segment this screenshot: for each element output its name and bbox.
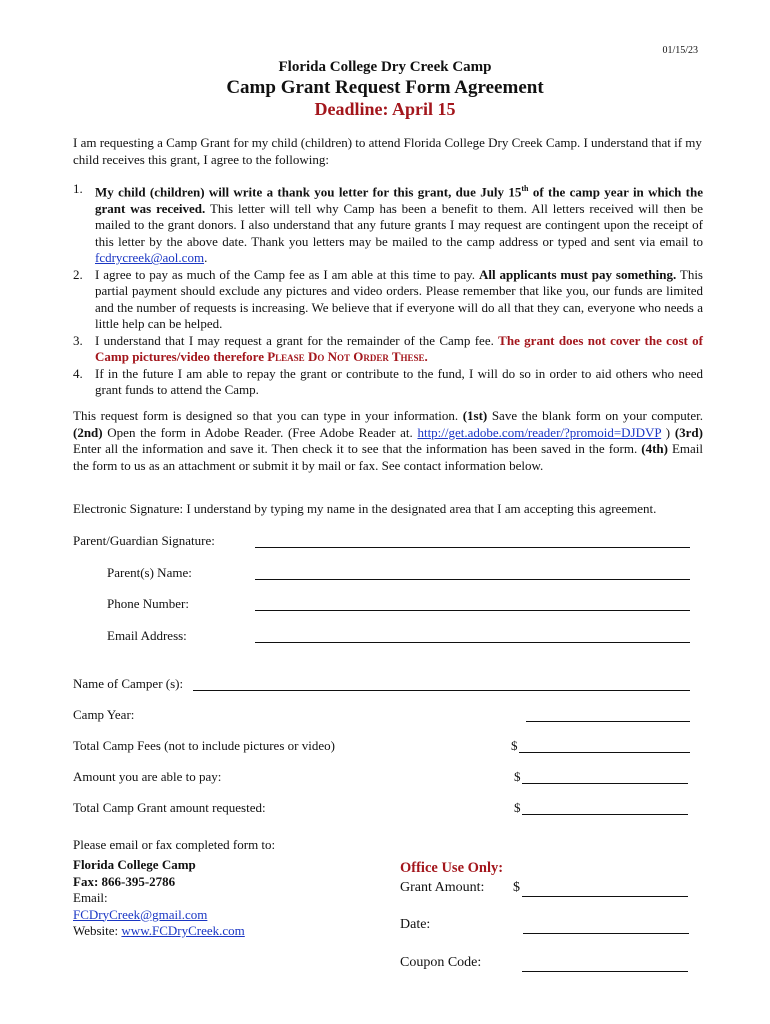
punctuation: . (204, 250, 208, 266)
contact-name: Florida College Camp (73, 857, 196, 872)
email-label: Email Address: (107, 628, 187, 643)
warning-text: The grant does not cover the cost of Camp pictures/video therefore (95, 332, 703, 365)
item-text: I agree to pay as much of the Camp fee as I am able at this time to pay. (95, 266, 479, 282)
step-label: (3rd) (674, 424, 703, 440)
email-field[interactable] (255, 628, 690, 643)
phone-field[interactable] (255, 596, 690, 611)
grant-amount-field[interactable] (522, 881, 688, 897)
item-text: I understand that I may request a grant for the remainder of the Camp fee. (95, 332, 499, 348)
grant-requested-label: Total Camp Grant amount requested: (73, 800, 266, 815)
adobe-reader-link[interactable]: http://get.adobe.com/reader/?promoid=DJDVP (417, 424, 662, 440)
item-text: This partial payment should exclude any pictures and video orders. Please remember that like you, our funds are limited and the number of requests is increasing. We believe that if everyone will do all that they can, everyone who needs a little help can be helped. (95, 266, 703, 332)
superscript: th (521, 184, 529, 193)
dollar-sign: $ (511, 738, 518, 753)
list-item (73, 333, 703, 366)
dollar-sign: $ (514, 800, 521, 815)
parent-name-field[interactable] (255, 565, 690, 580)
item-text: If in the future I am able to repay the grant or contribute to the fund, I will do so in order to aid others who need grant funds to attend the Camp. (95, 365, 703, 398)
instructions-text: Enter all the information and save it. Then check it to see that the information has been saved in the form. (73, 441, 642, 456)
intro-paragraph: I am requesting a Camp Grant for my child (children) to attend Florida College Dry Creek Camp. I understand that if my child receives this grant, I agree to the following: (73, 135, 702, 167)
coupon-code-label: Coupon Code: (400, 955, 482, 970)
coupon-code-field[interactable] (522, 956, 688, 972)
instructions-text: Save the blank form on your computer. (487, 408, 703, 423)
list-item (73, 267, 703, 333)
list-item (73, 366, 703, 399)
camp-year-label: Camp Year: (73, 707, 135, 722)
grant-requested-field[interactable] (522, 800, 688, 815)
step-label: (2nd) (73, 424, 103, 440)
warning-text-smallcaps: Please Do Not Order These. (267, 349, 428, 365)
office-use-title: Office Use Only: (400, 860, 504, 876)
item-number: 4. (73, 365, 83, 381)
amount-able-label: Amount you are able to pay: (73, 769, 222, 784)
contact-fax: Fax: 866-395-2786 (73, 873, 176, 889)
item-bold-text: My child (children) will write a thank you letter for this grant, due July 15 (95, 184, 522, 200)
total-fees-field[interactable] (519, 738, 690, 753)
instructions-text: Open the form in Adobe Reader. (Free Adobe Reader at. (102, 424, 418, 440)
step-label: (1st) (462, 408, 488, 423)
deadline: Deadline: April 15 (314, 99, 456, 119)
instructions-text: ) (661, 424, 675, 440)
contact-email-label: Email: (73, 890, 108, 905)
item-number: 1. (73, 181, 83, 196)
parent-name-label: Parent(s) Name: (107, 565, 192, 580)
list-item (73, 181, 703, 267)
item-bold-text: All applicants must pay something. (478, 266, 677, 282)
contact-email-link[interactable]: FCDryCreek@gmail.com (73, 906, 208, 922)
camp-year-field[interactable] (526, 707, 690, 722)
guardian-signature-field[interactable] (255, 533, 690, 548)
form-date: 01/15/23 (662, 45, 698, 56)
office-date-label: Date: (400, 917, 431, 932)
grant-amount-label: Grant Amount: (400, 880, 485, 895)
amount-able-field[interactable] (522, 769, 688, 784)
item-text: This letter will tell why Camp has been a benefit to them. All letters received will then be mailed to the grant donors. I also understand that any future grants I may request are contingent upon the receipt of this letter by the above date. Thank you letters may be mailed to the camp address or typed and sent via email to (95, 200, 704, 249)
camp-email-link[interactable]: fcdrycreek@aol.com (95, 250, 205, 266)
instructions-paragraph (73, 408, 703, 474)
phone-label: Phone Number: (107, 596, 189, 611)
instructions-text: This request form is designed so that you can type in your information. (73, 408, 463, 423)
step-label: (4th) (641, 441, 668, 456)
item-bold-text: of the camp year in which the grant was received. (95, 184, 703, 216)
item-number: 3. (73, 332, 83, 348)
submit-prompt: Please email or fax completed form to: (73, 837, 276, 852)
camper-name-label: Name of Camper (s): (73, 676, 184, 691)
form-title: Camp Grant Request Form Agreement (226, 77, 544, 98)
contact-block (73, 857, 245, 940)
organization-name: Florida College Dry Creek Camp (278, 59, 492, 75)
guardian-signature-label: Parent/Guardian Signature: (73, 533, 215, 548)
website-link[interactable]: www.FCDryCreek.com (121, 923, 245, 938)
instructions-text: Email the form to us as an attachment or submit it by mail or fax. See contact information below. (73, 441, 704, 473)
office-date-field[interactable] (523, 918, 689, 934)
item-number: 2. (73, 266, 83, 282)
agreement-list (73, 181, 703, 399)
website-label: Website: (73, 923, 122, 938)
total-fees-label: Total Camp Fees (not to include pictures or video) (73, 738, 335, 753)
dollar-sign: $ (513, 880, 520, 895)
camper-name-field[interactable] (193, 676, 690, 691)
electronic-signature-statement: Electronic Signature: I understand by typing my name in the designated area that I am accepting this agreement. (73, 501, 657, 516)
dollar-sign: $ (514, 769, 521, 784)
